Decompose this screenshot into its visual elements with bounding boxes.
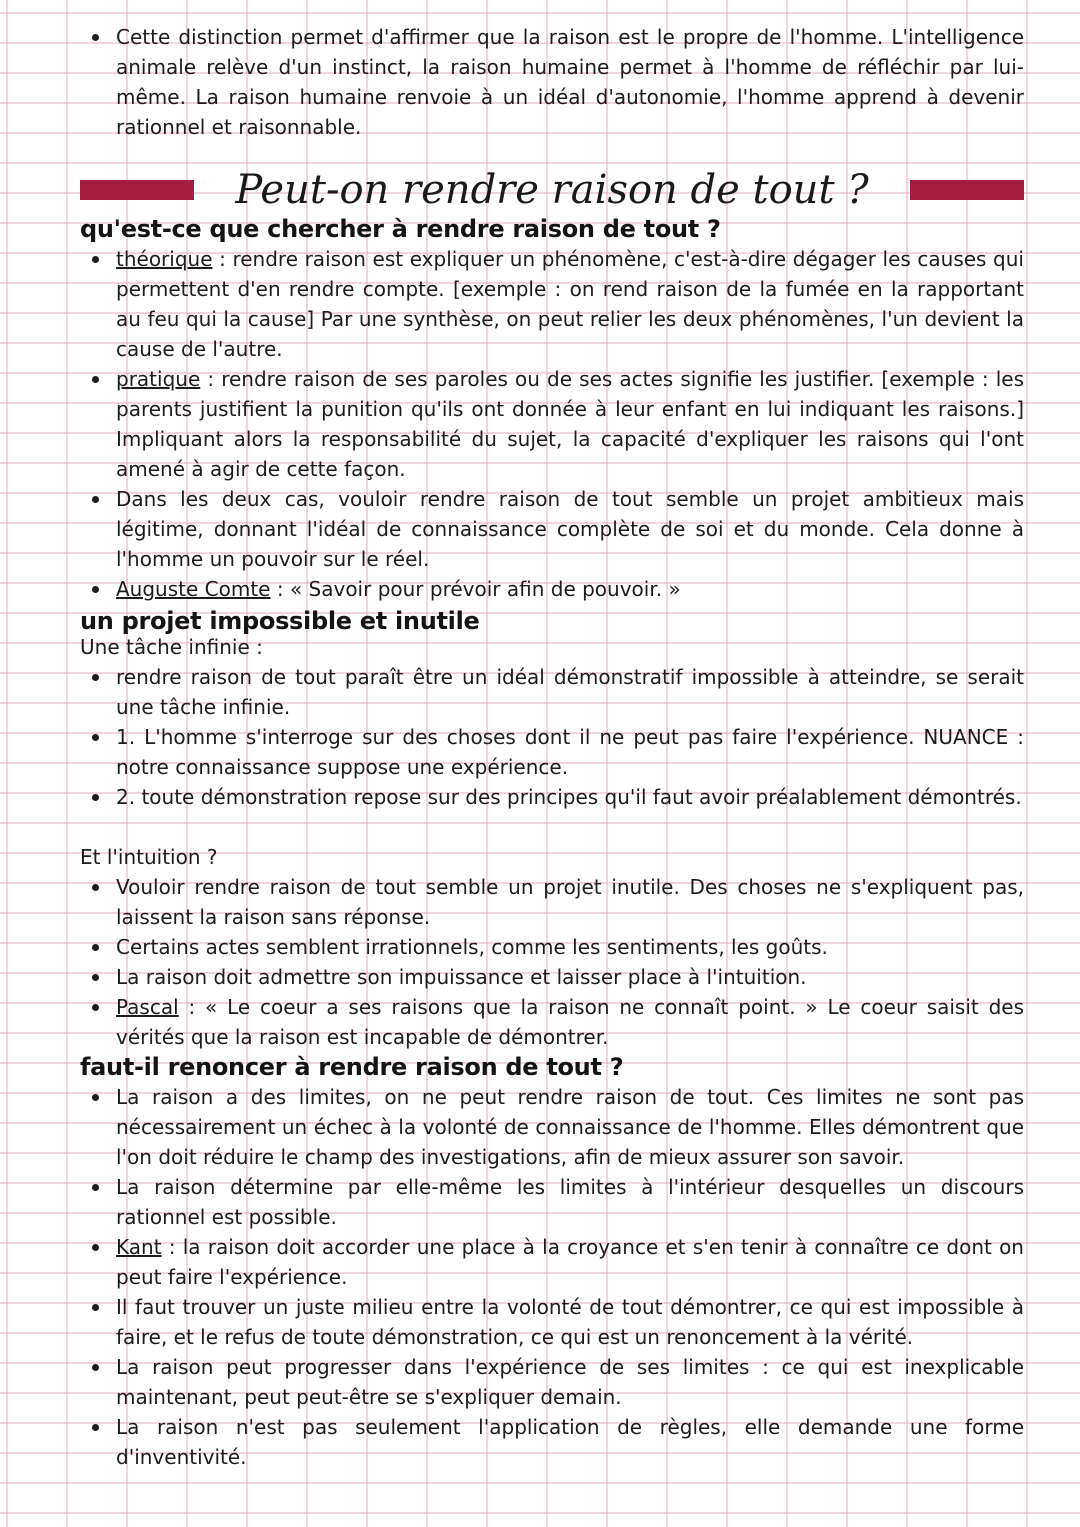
section1-list xyxy=(80,244,1024,604)
list-item: Dans les deux cas, vouloir rendre raison de tout semble un projet ambitieux mais légitime, donnant l'idéal de connaissance complète de soi et du monde. Cela donne à l'homme un pouvoir sur le réel. xyxy=(80,484,1024,574)
author-pascal: Pascal xyxy=(116,995,179,1019)
term-pratique: pratique xyxy=(116,367,201,391)
list-item: Vouloir rendre raison de tout semble un projet inutile. Des choses ne s'expliquent pas, laissent la raison sans réponse. xyxy=(80,872,1024,932)
list-item: pratique : rendre raison de ses paroles ou de ses actes signifie les justifier. [exemple : les parents justifient la punition qu'ils ont donnée à leur enfant en lui indiquant les raisons.] Impliquant alors la responsabilité du sujet, la capacité d'expliquer les raisons qui l'ont amené à agir de cette façon. xyxy=(80,364,1024,484)
list-item: La raison peut progresser dans l'expérience de ses limites : ce qui est inexplicable maintenant, peut peut-être se s'expliquer demain. xyxy=(80,1352,1024,1412)
section3-list xyxy=(80,1082,1024,1472)
section-heading: qu'est-ce que chercher à rendre raison de tout ? xyxy=(80,215,721,243)
list-item: Pascal : « Le coeur a ses raisons que la raison ne connaît point. » Le coeur saisit des vérités que la raison est incapable de démontrer. xyxy=(80,992,1024,1052)
subheading: Une tâche infinie : xyxy=(80,635,263,659)
author-kant: Kant xyxy=(116,1235,162,1259)
list-item: La raison détermine par elle-même les limites à l'intérieur desquelles un discours rationnel est possible. xyxy=(80,1172,1024,1232)
list-item: La raison doit admettre son impuissance et laisser place à l'intuition. xyxy=(80,962,1024,992)
list-item: 1. L'homme s'interroge sur des choses dont il ne peut pas faire l'expérience. NUANCE : notre connaissance suppose une expérience. xyxy=(80,722,1024,782)
list-item: rendre raison de tout paraît être un idéal démonstratif impossible à atteindre, se serait une tâche infinie. xyxy=(80,662,1024,722)
title-row xyxy=(80,166,1024,222)
list-item: Cette distinction permet d'affirmer que la raison est le propre de l'homme. L'intelligence animale relève d'un instinct, la raison humaine permet à l'homme de réfléchir par lui-même. La raison humaine renvoie à un idéal d'autonomie, l'homme apprend à devenir rationnel et raisonnable. xyxy=(80,22,1024,142)
list-item: Auguste Comte : « Savoir pour prévoir afin de pouvoir. » xyxy=(80,574,1024,604)
list-item: 2. toute démonstration repose sur des principes qu'il faut avoir préalablement démontrés. xyxy=(80,782,1024,812)
list-item: Certains actes semblent irrationnels, comme les sentiments, les goûts. xyxy=(80,932,1024,962)
list-item: La raison a des limites, on ne peut rendre raison de tout. Ces limites ne sont pas nécessairement un échec à la volonté de connaissance de l'homme. Elles démontrent que l'on doit réduire le champ des investigations, afin de mieux assurer son savoir. xyxy=(80,1082,1024,1172)
subheading: Et l'intuition ? xyxy=(80,845,218,869)
notes-page xyxy=(80,0,1024,1472)
page-title: Peut-on rendre raison de tout ? xyxy=(235,167,869,213)
list-item: théorique : rendre raison est expliquer un phénomène, c'est-à-dire dégager les causes qui permettent d'en rendre compte. [exemple : on rend raison de la fumée en la rapportant au feu qui la cause] Par une synthèse, on peut relier les deux phénomènes, l'un devient la cause de l'autre. xyxy=(80,244,1024,364)
section2-list-b xyxy=(80,872,1024,1052)
section-heading: faut-il renoncer à rendre raison de tout ? xyxy=(80,1053,624,1081)
intro-list xyxy=(80,22,1024,142)
section2-list xyxy=(80,662,1024,812)
term-theorique: théorique xyxy=(116,247,213,271)
section-heading: un projet impossible et inutile xyxy=(80,607,480,635)
list-item: La raison n'est pas seulement l'application de règles, elle demande une forme d'inventivité. xyxy=(80,1412,1024,1472)
author-comte: Auguste Comte xyxy=(116,577,271,601)
list-item: Kant : la raison doit accorder une place à la croyance et s'en tenir à connaître ce dont on peut faire l'expérience. xyxy=(80,1232,1024,1292)
list-item: Il faut trouver un juste milieu entre la volonté de tout démontrer, ce qui est impossible à faire, et le refus de toute démonstration, ce qui est un renoncement à la vérité. xyxy=(80,1292,1024,1352)
title-bar-right xyxy=(910,180,1024,200)
